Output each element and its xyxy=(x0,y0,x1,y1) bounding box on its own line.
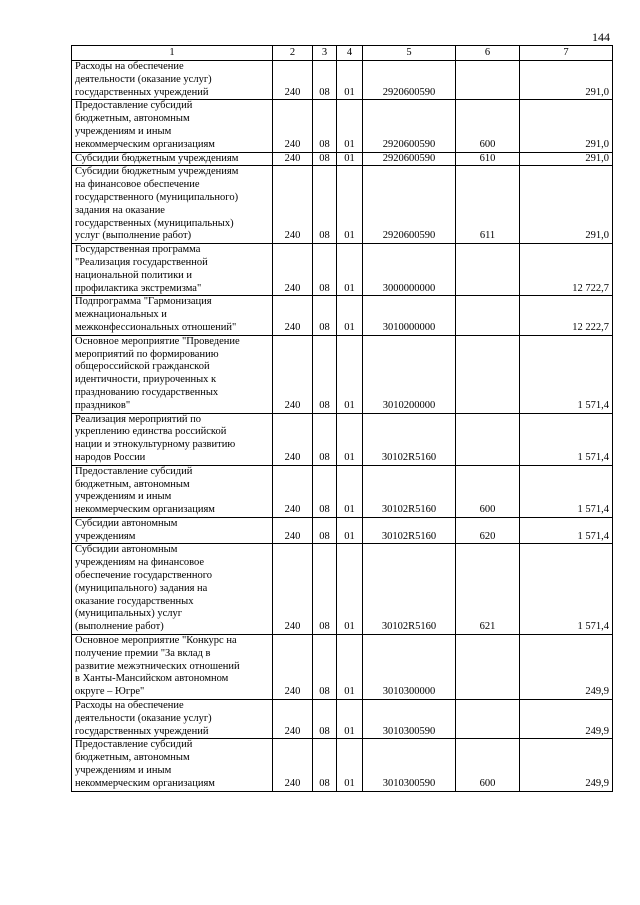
amount: 1 571,4 xyxy=(520,335,613,413)
expense-type-code xyxy=(456,700,520,739)
target-article-code: 3010300000 xyxy=(363,635,456,700)
subsection-code: 01 xyxy=(337,700,363,739)
ministry-code: 240 xyxy=(273,700,313,739)
expense-type-code xyxy=(456,61,520,100)
table-row xyxy=(72,413,613,465)
amount: 12 722,7 xyxy=(520,244,613,296)
section-code: 08 xyxy=(313,61,337,100)
expense-type-code: 600 xyxy=(456,465,520,517)
column-header: 5 xyxy=(363,46,456,61)
target-article-code: 3000000000 xyxy=(363,244,456,296)
ministry-code: 240 xyxy=(273,100,313,152)
target-article-code: 3010200000 xyxy=(363,335,456,413)
subsection-code: 01 xyxy=(337,413,363,465)
amount: 249,9 xyxy=(520,635,613,700)
target-article-code: 2920600590 xyxy=(363,152,456,166)
subsection-code: 01 xyxy=(337,166,363,244)
section-code: 08 xyxy=(313,517,337,544)
ministry-code: 240 xyxy=(273,166,313,244)
item-name: Реализация мероприятий по укреплению единства российской нации и этнокультурному развитию народов России xyxy=(72,413,273,465)
expense-type-code: 600 xyxy=(456,100,520,152)
table-row xyxy=(72,465,613,517)
section-code: 08 xyxy=(313,413,337,465)
amount: 249,9 xyxy=(520,700,613,739)
table-row xyxy=(72,544,613,635)
target-article-code: 30102R5160 xyxy=(363,517,456,544)
table-row xyxy=(72,335,613,413)
section-code: 08 xyxy=(313,152,337,166)
item-name: Основное мероприятие "Конкурс на получение премии "За вклад в развитие межэтнических отношений в Ханты-Мансийском автономном округе – Югре" xyxy=(72,635,273,700)
expense-type-code xyxy=(456,296,520,335)
column-header: 6 xyxy=(456,46,520,61)
expense-type-code: 610 xyxy=(456,152,520,166)
item-name: Предоставление субсидий бюджетным, автономным учреждениям и иным некоммерческим организациям xyxy=(72,100,273,152)
amount: 1 571,4 xyxy=(520,465,613,517)
expense-type-code: 600 xyxy=(456,739,520,791)
ministry-code: 240 xyxy=(273,244,313,296)
subsection-code: 01 xyxy=(337,244,363,296)
amount: 291,0 xyxy=(520,152,613,166)
subsection-code: 01 xyxy=(337,635,363,700)
amount: 249,9 xyxy=(520,739,613,791)
section-code: 08 xyxy=(313,700,337,739)
amount: 1 571,4 xyxy=(520,413,613,465)
ministry-code: 240 xyxy=(273,544,313,635)
item-name: Субсидии бюджетным учреждениям на финансовое обеспечение государственного (муниципального) задания на оказание государственных (муниципальных) услуг (выполнение работ) xyxy=(72,166,273,244)
table-row xyxy=(72,739,613,791)
item-name: Предоставление субсидий бюджетным, автономным учреждениям и иным некоммерческим организациям xyxy=(72,465,273,517)
amount: 291,0 xyxy=(520,61,613,100)
target-article-code: 30102R5160 xyxy=(363,544,456,635)
table-row xyxy=(72,100,613,152)
expense-type-code: 611 xyxy=(456,166,520,244)
ministry-code: 240 xyxy=(273,739,313,791)
amount: 1 571,4 xyxy=(520,544,613,635)
amount: 291,0 xyxy=(520,100,613,152)
item-name: Расходы на обеспечение деятельности (оказание услуг) государственных учреждений xyxy=(72,700,273,739)
column-header: 2 xyxy=(273,46,313,61)
ministry-code: 240 xyxy=(273,517,313,544)
header-row xyxy=(72,46,613,61)
subsection-code: 01 xyxy=(337,739,363,791)
target-article-code: 3010000000 xyxy=(363,296,456,335)
item-name: Субсидии автономным учреждениям на финансовое обеспечение государственного (муниципального) задания на оказание государственных (муниципальных) услуг (выполнение работ) xyxy=(72,544,273,635)
expense-type-code: 621 xyxy=(456,544,520,635)
subsection-code: 01 xyxy=(337,61,363,100)
item-name: Государственная программа "Реализация государственной национальной политики и профилактика экстремизма" xyxy=(72,244,273,296)
expense-type-code xyxy=(456,244,520,296)
column-header: 3 xyxy=(313,46,337,61)
section-code: 08 xyxy=(313,544,337,635)
table-row xyxy=(72,296,613,335)
subsection-code: 01 xyxy=(337,544,363,635)
item-name: Подпрограмма "Гармонизация межнациональных и межконфессиональных отношений" xyxy=(72,296,273,335)
expense-type-code xyxy=(456,335,520,413)
target-article-code: 2920600590 xyxy=(363,166,456,244)
table-row xyxy=(72,61,613,100)
section-code: 08 xyxy=(313,465,337,517)
section-code: 08 xyxy=(313,296,337,335)
ministry-code: 240 xyxy=(273,335,313,413)
target-article-code: 3010300590 xyxy=(363,700,456,739)
subsection-code: 01 xyxy=(337,517,363,544)
table-row xyxy=(72,635,613,700)
item-name: Предоставление субсидий бюджетным, автономным учреждениям и иным некоммерческим организациям xyxy=(72,739,273,791)
item-name: Расходы на обеспечение деятельности (оказание услуг) государственных учреждений xyxy=(72,61,273,100)
ministry-code: 240 xyxy=(273,61,313,100)
subsection-code: 01 xyxy=(337,335,363,413)
section-code: 08 xyxy=(313,335,337,413)
expense-type-code xyxy=(456,413,520,465)
column-header: 7 xyxy=(520,46,613,61)
column-header: 1 xyxy=(72,46,273,61)
ministry-code: 240 xyxy=(273,152,313,166)
target-article-code: 2920600590 xyxy=(363,61,456,100)
subsection-code: 01 xyxy=(337,296,363,335)
target-article-code: 30102R5160 xyxy=(363,413,456,465)
expense-type-code xyxy=(456,635,520,700)
target-article-code: 2920600590 xyxy=(363,100,456,152)
subsection-code: 01 xyxy=(337,100,363,152)
subsection-code: 01 xyxy=(337,152,363,166)
section-code: 08 xyxy=(313,635,337,700)
ministry-code: 240 xyxy=(273,413,313,465)
target-article-code: 3010300590 xyxy=(363,739,456,791)
amount: 291,0 xyxy=(520,166,613,244)
section-code: 08 xyxy=(313,739,337,791)
section-code: 08 xyxy=(313,244,337,296)
budget-table xyxy=(71,45,613,792)
item-name: Субсидии бюджетным учреждениям xyxy=(72,152,273,166)
ministry-code: 240 xyxy=(273,296,313,335)
page-number: 144 xyxy=(592,30,610,44)
table-row xyxy=(72,700,613,739)
item-name: Субсидии автономным учреждениям xyxy=(72,517,273,544)
table-row xyxy=(72,517,613,544)
target-article-code: 30102R5160 xyxy=(363,465,456,517)
item-name: Основное мероприятие "Проведение мероприятий по формированию общероссийской гражданской идентичности, приуроченных к празднованию государственных праздников" xyxy=(72,335,273,413)
table-row xyxy=(72,166,613,244)
ministry-code: 240 xyxy=(273,465,313,517)
subsection-code: 01 xyxy=(337,465,363,517)
amount: 12 222,7 xyxy=(520,296,613,335)
section-code: 08 xyxy=(313,166,337,244)
column-header: 4 xyxy=(337,46,363,61)
table-row xyxy=(72,244,613,296)
ministry-code: 240 xyxy=(273,635,313,700)
amount: 1 571,4 xyxy=(520,517,613,544)
table-row xyxy=(72,152,613,166)
section-code: 08 xyxy=(313,100,337,152)
expense-type-code: 620 xyxy=(456,517,520,544)
